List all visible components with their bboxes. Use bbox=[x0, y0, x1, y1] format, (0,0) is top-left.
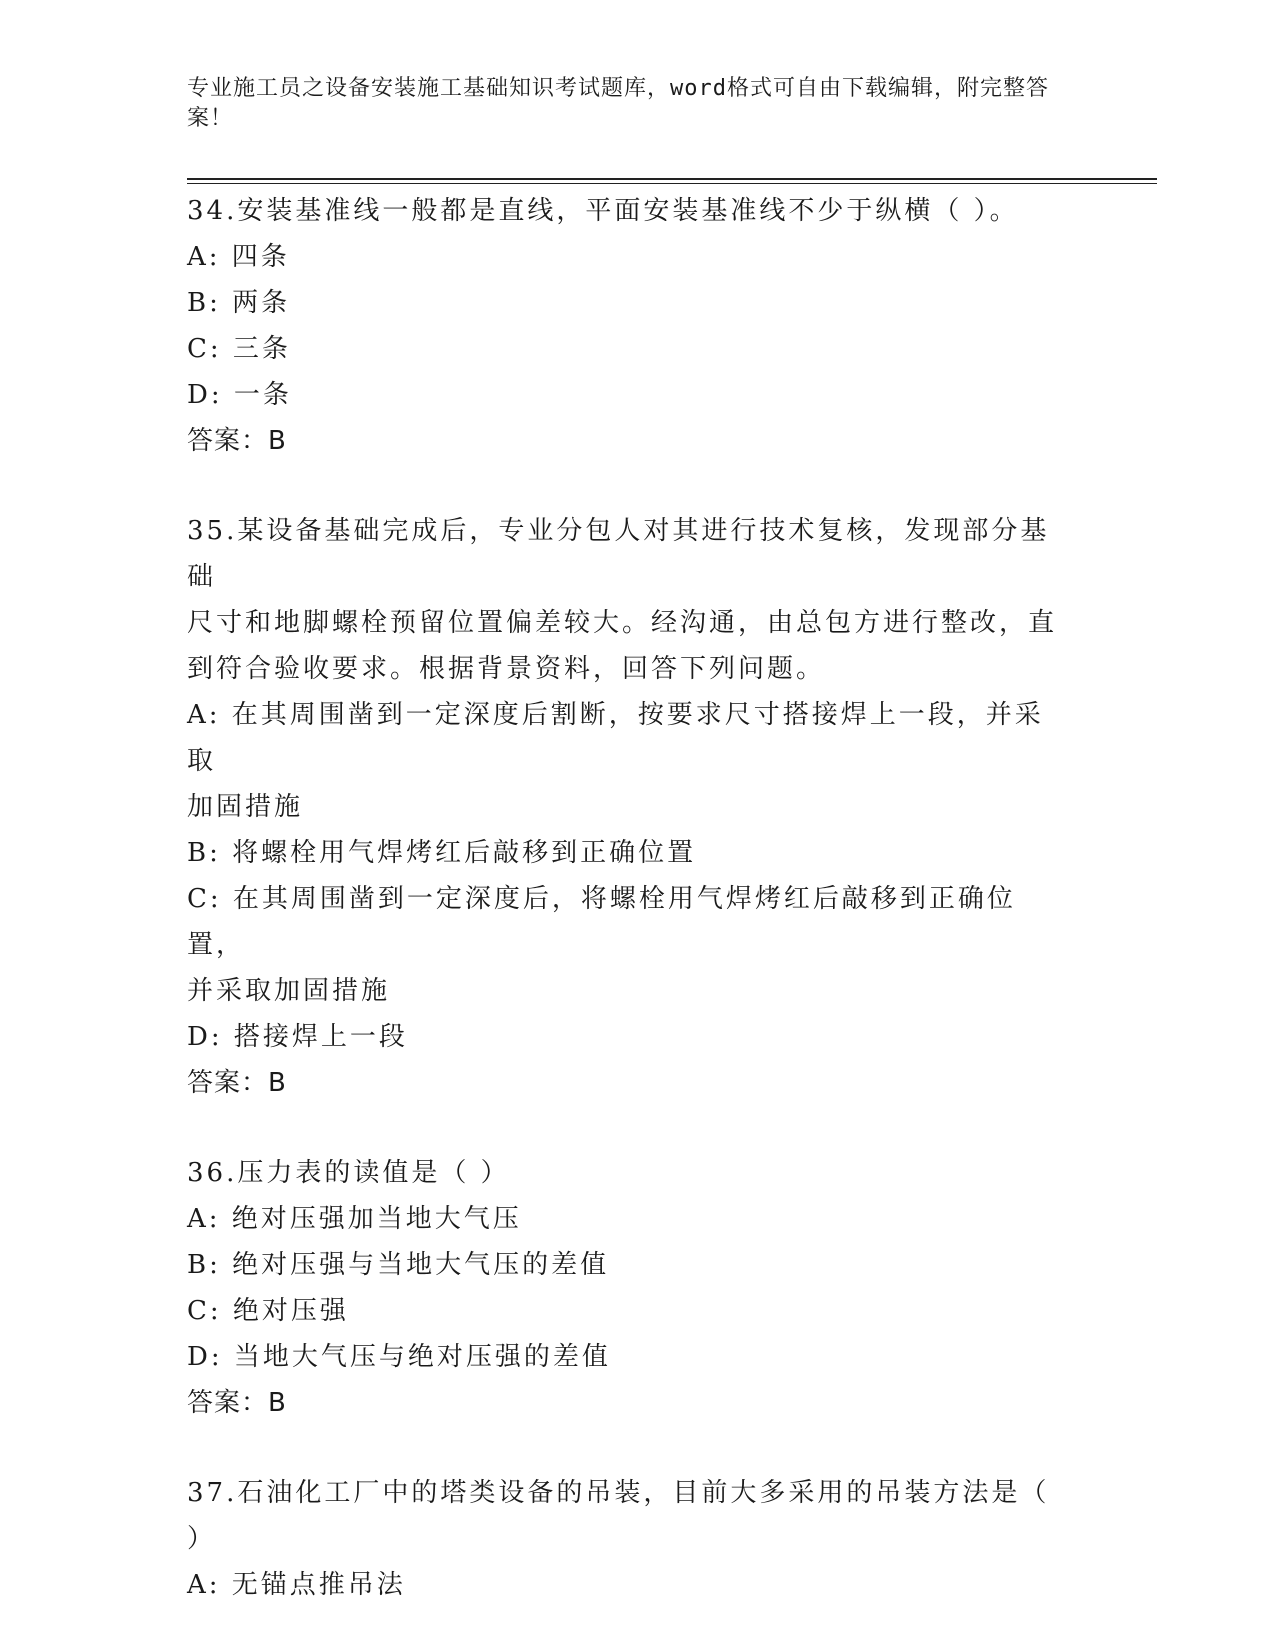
answer-option: C: 在其周围凿到一定深度后，将螺栓用气焊烤红后敲移到正确位置， bbox=[187, 884, 1016, 960]
question-spacer bbox=[187, 1106, 1067, 1150]
answer-option: B: 绝对压强与当地大气压的差值 bbox=[187, 1250, 610, 1280]
question-block bbox=[187, 508, 1067, 1106]
question-stem: 到符合验收要求。根据背景资料，回答下列问题。 bbox=[187, 654, 826, 684]
question-stem: 尺寸和地脚螺栓预留位置偏差较大。经沟通，由总包方进行整改，直 bbox=[187, 608, 1058, 638]
answer-option: D: 当地大气压与绝对压强的差值 bbox=[187, 1342, 611, 1372]
answer-option: A: 无锚点推吊法 bbox=[187, 1570, 406, 1600]
answer-key: 答案：B bbox=[187, 1388, 287, 1418]
answer-option: D: 搭接焊上一段 bbox=[187, 1022, 408, 1052]
answer-option: D: 一条 bbox=[187, 380, 292, 410]
question-list bbox=[187, 188, 1067, 1608]
answer-key: 答案：B bbox=[187, 1068, 287, 1098]
question-stem: 35.某设备基础完成后，专业分包人对其进行技术复核，发现部分基础 bbox=[187, 516, 1050, 592]
answer-option: B: 将螺栓用气焊烤红后敲移到正确位置 bbox=[187, 838, 697, 868]
question-block bbox=[187, 188, 1067, 464]
question-spacer bbox=[187, 464, 1067, 508]
answer-option: C: 绝对压强 bbox=[187, 1296, 349, 1326]
question-stem: 37.石油化工厂中的塔类设备的吊装，目前大多采用的吊装方法是（ bbox=[187, 1478, 1050, 1508]
header-divider-thin bbox=[187, 183, 1157, 184]
answer-key: 答案：B bbox=[187, 426, 287, 456]
answer-option: A: 绝对压强加当地大气压 bbox=[187, 1204, 522, 1234]
question-block bbox=[187, 1150, 1067, 1426]
answer-option: B: 两条 bbox=[187, 288, 291, 318]
question-spacer bbox=[187, 1426, 1067, 1470]
question-stem: 34.安装基准线一般都是直线，平面安装基准线不少于纵横（ ）。 bbox=[187, 196, 1019, 226]
question-stem: ） bbox=[187, 1524, 217, 1554]
answer-option: C: 三条 bbox=[187, 334, 291, 364]
header-divider-thick bbox=[187, 178, 1157, 180]
question-block bbox=[187, 1470, 1067, 1608]
document-header: 专业施工员之设备安装施工基础知识考试题库，word格式可自由下载编辑，附完整答案！ bbox=[187, 76, 1049, 131]
answer-option: 加固措施 bbox=[187, 792, 304, 822]
answer-option: A: 四条 bbox=[187, 242, 290, 272]
answer-option: A: 在其周围凿到一定深度后割断，按要求尺寸搭接焊上一段，并采取 bbox=[187, 700, 1044, 776]
answer-option: 并采取加固措施 bbox=[187, 976, 391, 1006]
question-stem: 36.压力表的读值是（ ） bbox=[187, 1158, 510, 1188]
